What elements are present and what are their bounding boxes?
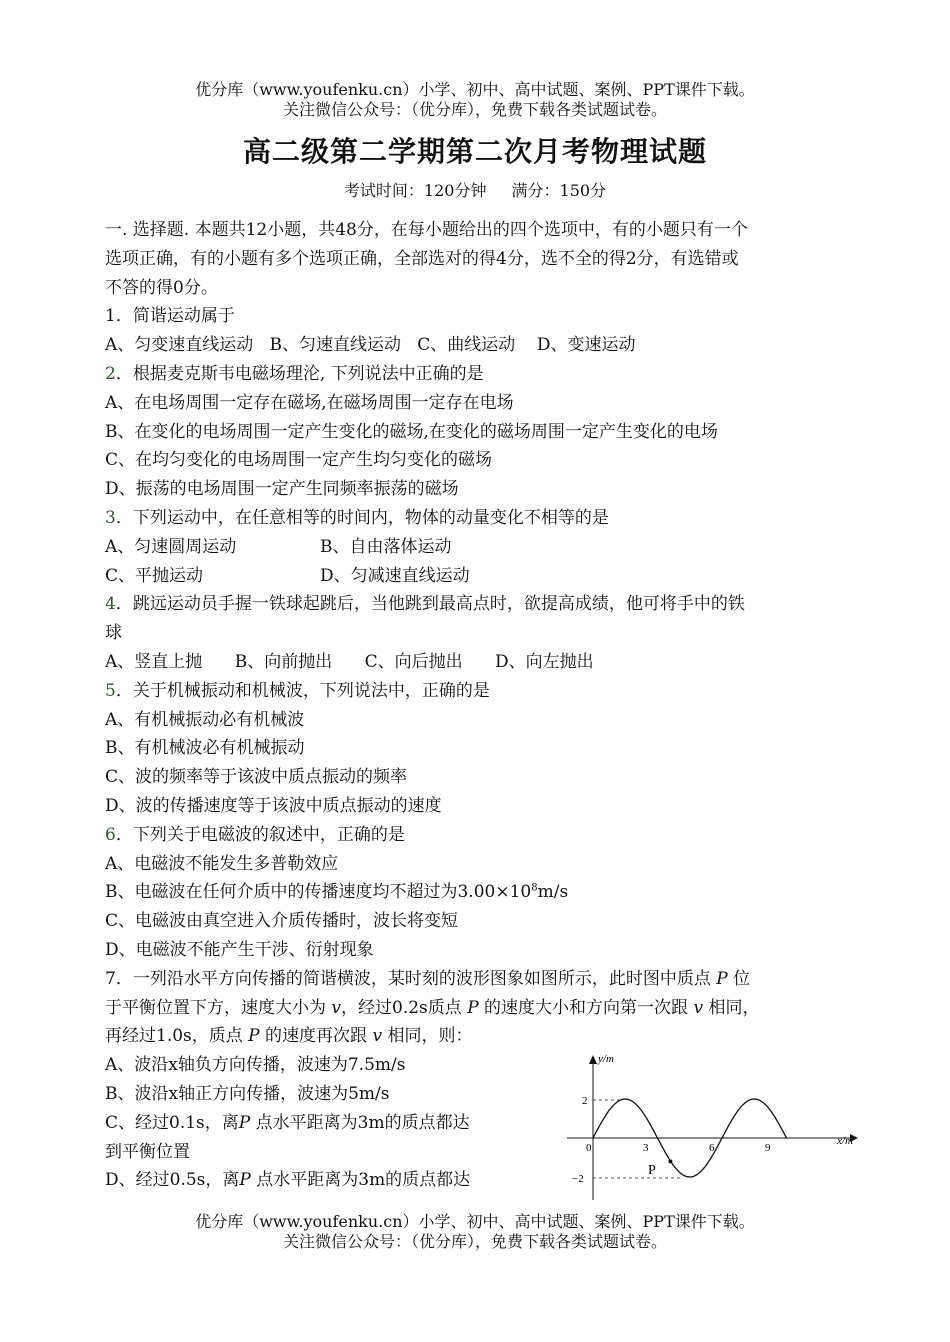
option-d: D、振荡的电场周围一定产生同频率振荡的磁场	[105, 479, 459, 500]
option-text: C、经过0.1s，离	[105, 1112, 239, 1133]
question-number: 5	[105, 680, 116, 701]
velocity-label: v	[372, 1026, 383, 1047]
option-b: B、有机械波必有机械振动	[105, 738, 305, 759]
option-text: 点水平距离为3m的质点都达	[256, 1170, 471, 1191]
exam-score: 满分：150分	[511, 181, 607, 200]
option-text: 点水平距离为3m的质点都达	[255, 1112, 470, 1133]
footer-line-1: 优分库（www.youfenku.cn）小学、初中、高中试题、案例、PPT课件下载。	[195, 1212, 755, 1231]
option-c-cont: 到平衡位置	[105, 1141, 190, 1162]
exponent: 8	[531, 882, 538, 894]
section-intro: 一. 选择题. 本题共12小题，共48分，在每小题给出的四个选项中，有的小题只有一个	[105, 220, 748, 240]
x-tick-3: 3	[643, 1142, 649, 1154]
question-4	[105, 590, 850, 619]
header-line-1: 优分库（www.youfenku.cn）小学、初中、高中试题、案例、PPT课件下载。	[195, 80, 755, 99]
y-tick-pos: 2	[582, 1095, 588, 1107]
option-d	[105, 1166, 545, 1195]
header-line-2: 关注微信公众号：（优分库），免费下载各类试题试卷。	[282, 100, 667, 119]
velocity-label: v	[693, 997, 704, 1018]
question-options: A、竖直上抛 B、向前抛出 C、向后抛出 D、向左抛出	[105, 651, 594, 672]
point-label: P	[716, 968, 728, 989]
question-stem: ．关于机械振动和机械波，下列说法中，正确的是	[115, 680, 490, 701]
question-number: 4	[105, 594, 116, 615]
velocity-label: v	[331, 997, 342, 1018]
wave-graph	[562, 1050, 872, 1205]
option-c	[105, 1109, 545, 1138]
option-a: A、匀速圆周运动	[105, 536, 237, 557]
question-number: 3	[105, 507, 116, 528]
question-number: 1	[105, 306, 116, 327]
point-label: P	[467, 997, 479, 1018]
x-tick-9: 9	[765, 1142, 771, 1154]
question-5	[105, 677, 850, 706]
question-stem: ．根据麦克斯韦电磁场理沦, 下列说法中正确的是	[115, 363, 484, 384]
stem-text: 的速度再次跟	[265, 1026, 368, 1047]
option-d: D、波的传播速度等于该波中质点振动的速度	[105, 795, 442, 816]
exam-time: 考试时间：120分钟	[343, 181, 487, 200]
point-label: P	[239, 1170, 251, 1191]
question-stem: 位	[733, 968, 751, 989]
exam-meta	[0, 178, 950, 201]
option-row	[105, 562, 850, 591]
option-b-text: B、电磁波在任何介质中的传播速度均不超过为3.00×10	[105, 882, 532, 903]
question-7	[105, 965, 850, 994]
question-stem: ．下列关于电磁波的叙述中，正确的是	[115, 824, 405, 845]
point-p-label: P	[648, 1163, 656, 1178]
question-stem-cont: 球	[105, 623, 122, 644]
section-intro: 不答的得0分。	[105, 277, 218, 298]
option-row	[105, 533, 850, 562]
question-stem: ．跳远运动员手握一铁球起跳后，当他跳到最高点时，欲提高成绩，他可将手中的铁	[115, 594, 745, 615]
option-c: C、波的频率等于该波中质点振动的频率	[105, 767, 408, 788]
option-b: B、在变化的电场周围一定产生变化的磁场,在变化的磁场周围一定产生变化的电场	[105, 421, 718, 442]
option-b: B、波沿x轴正方向传播，波速为5m/s	[105, 1083, 390, 1104]
option-b: B、自由落体运动	[320, 536, 452, 557]
question-1	[105, 302, 850, 331]
question-stem: ．一列沿水平方向传播的简谐横波，某时刻的波形图象如图所示，此时图中质点	[115, 968, 711, 989]
question-stem-cont	[105, 994, 850, 1023]
question-number: 2	[105, 363, 116, 384]
origin-label: 0	[586, 1142, 592, 1154]
exam-title: 高二级第二学期第二次月考物理试题	[242, 135, 707, 168]
option-text: D、经过0.5s，离	[105, 1170, 240, 1191]
point-p-marker	[668, 1159, 672, 1163]
option-c: C、在均匀变化的电场周围一定产生均匀变化的磁场	[105, 450, 493, 471]
option-a: A、有机械振动必有机械波	[105, 709, 305, 730]
question-3	[105, 504, 850, 533]
option-a: A、波沿x轴负方向传播，波速为7.5m/s	[105, 1055, 406, 1076]
point-label: P	[248, 1026, 260, 1047]
footer-line-2: 关注微信公众号：（优分库），免费下载各类试题试卷。	[282, 1232, 667, 1251]
y-tick-neg: −2	[572, 1173, 584, 1185]
question-6	[105, 821, 850, 850]
stem-text: ，经过0.2s质点	[341, 997, 462, 1018]
question-stem: ．简谐运动属于	[115, 306, 235, 327]
stem-text: 相同，	[708, 997, 760, 1018]
option-a: A、在电场周围一定存在磁场,在磁场周围一定存在电场	[105, 392, 514, 413]
exam-body	[105, 216, 850, 1195]
option-d: D、匀减速直线运动	[320, 565, 470, 586]
option-c: C、平抛运动	[105, 565, 204, 586]
stem-text: 相同，则：	[387, 1026, 473, 1047]
x-axis-label: x/m	[837, 1135, 853, 1147]
y-axis-arrow	[589, 1055, 597, 1064]
option-b-unit: m/s	[537, 882, 569, 903]
stem-text: 再经过1.0s，质点	[105, 1026, 243, 1047]
option-c: C、电磁波由真空进入介质传播时，波长将变短	[105, 911, 459, 932]
stem-text: 的速度大小和方向第一次跟	[484, 997, 689, 1018]
question-options: A、匀变速直线运动 B、匀速直线运动 C、曲线运动 D、变速运动	[105, 335, 636, 356]
option-b	[105, 878, 850, 907]
question-2	[105, 360, 850, 389]
question-number: 7	[105, 968, 116, 989]
stem-text: 于平衡位置下方，速度大小为	[105, 997, 326, 1018]
question-stem-cont	[105, 1022, 850, 1051]
point-label: P	[238, 1112, 251, 1133]
question-stem: ．下列运动中，在任意相等的时间内，物体的动量变化不相等的是	[115, 507, 609, 528]
option-a: A、电磁波不能发生多普勒效应	[105, 853, 339, 874]
option-d: D、电磁波不能产生干涉、衍射现象	[105, 939, 374, 960]
question-number: 6	[105, 824, 116, 845]
x-tick-6: 6	[709, 1142, 715, 1154]
section-intro: 选项正确，有的小题有多个选项正确，全部选对的得4分，选不全的得2分，有选错或	[105, 248, 739, 269]
y-axis-label: y/m	[598, 1053, 614, 1065]
